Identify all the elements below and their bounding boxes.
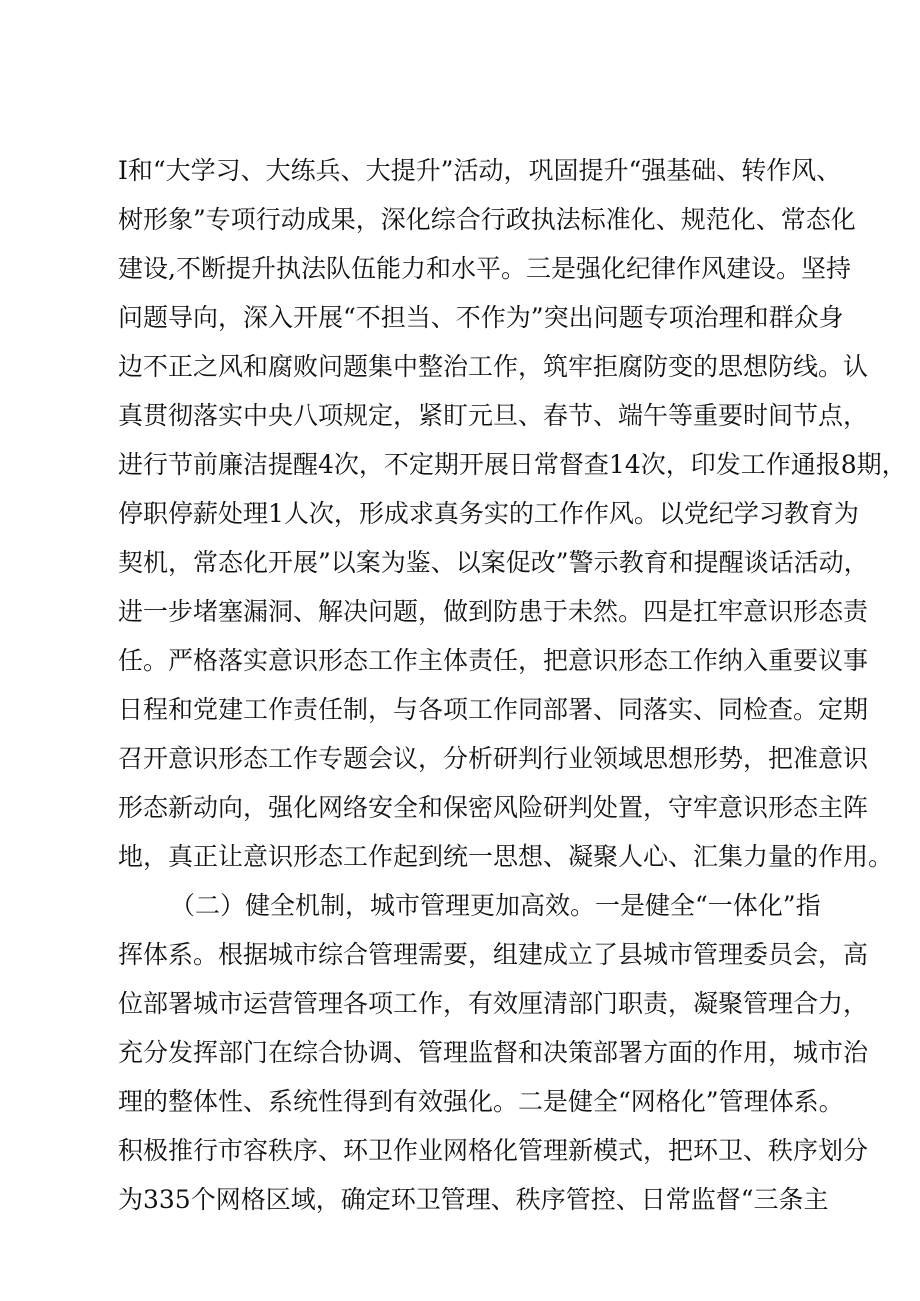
text-line-9: 契机，常态化开展”以案为鉴、以案促改”警示教育和提醒谈话活动， <box>118 548 869 577</box>
text-line-17: 挥体系。根据城市综合管理需要，组建成立了县城市管理委员会，高 <box>118 940 869 969</box>
text-line-19: 充分发挥部门在综合协调、管理监督和决策部署方面的作用，城市治 <box>118 1038 869 1067</box>
text-line-13: 召开意识形态工作专题会议，分析研判行业领域思想形势，把准意识 <box>118 744 869 773</box>
text-line-21: 积极推行市容秩序、环卫作业网格化管理新模式，把环卫、秩序划分 <box>118 1136 869 1165</box>
text-line-4: 问题导向，深入开展“不担当、不作为”突出问题专项治理和群众身 <box>118 303 844 332</box>
text-line-12: 日程和党建工作责任制，与各项工作同部署、同落实、同检查。定期 <box>118 695 869 724</box>
text-line-11: 任。严格落实意识形态工作主体责任，把意识形态工作纳入重要议事 <box>118 646 869 675</box>
text-line-10: 进一步堵塞漏洞、解决问题，做到防患于未然。四是扛牢意识形态责 <box>118 597 869 626</box>
text-line-3: 建设,不断提升执法队伍能力和水平。三是强化纪律作风建设。坚持 <box>118 254 851 283</box>
text-line-8: 停职停薪处理1人次，形成求真务实的工作作风。以党纪学习教育为 <box>118 499 859 528</box>
text-line-15: 地，真正让意识形态工作起到统一思想、凝聚人心、汇集力量的作用。 <box>118 842 894 871</box>
text-line-6: 真贯彻落实中央八项规定，紧盯元旦、春节、端午等重要时间节点， <box>118 401 869 430</box>
text-line-2: 树形象”专项行动成果，深化综合行政执法标准化、规范化、常态化 <box>118 205 856 234</box>
section-heading-line: （二）健全机制，城市管理更加高效。一是健全“一体化”指 <box>170 891 821 920</box>
text-line-1: I和“大学习、大练兵、大提升”活动，巩固提升“强基础、转作风、 <box>118 156 842 185</box>
text-line-18: 位部署城市运营管理各项工作，有效厘清部门职责，凝聚管理合力， <box>118 989 869 1018</box>
text-line-7: 进行节前廉洁提醒4次，不定期开展日常督查14次，印发工作通报8期， <box>118 450 907 479</box>
text-line-22: 为335个网格区域，确定环卫管理、秩序管控、日常监督“三条主 <box>118 1185 829 1214</box>
text-line-14: 形态新动向，强化网络安全和保密风险研判处置，守牢意识形态主阵 <box>118 793 869 822</box>
text-line-20: 理的整体性、系统性得到有效强化。二是健全“网格化”管理体系。 <box>118 1087 844 1116</box>
text-line-5: 边不正之风和腐败问题集中整治工作，筑牢拒腐防变的思想防线。认 <box>118 352 869 381</box>
body-text <box>118 146 907 1224</box>
